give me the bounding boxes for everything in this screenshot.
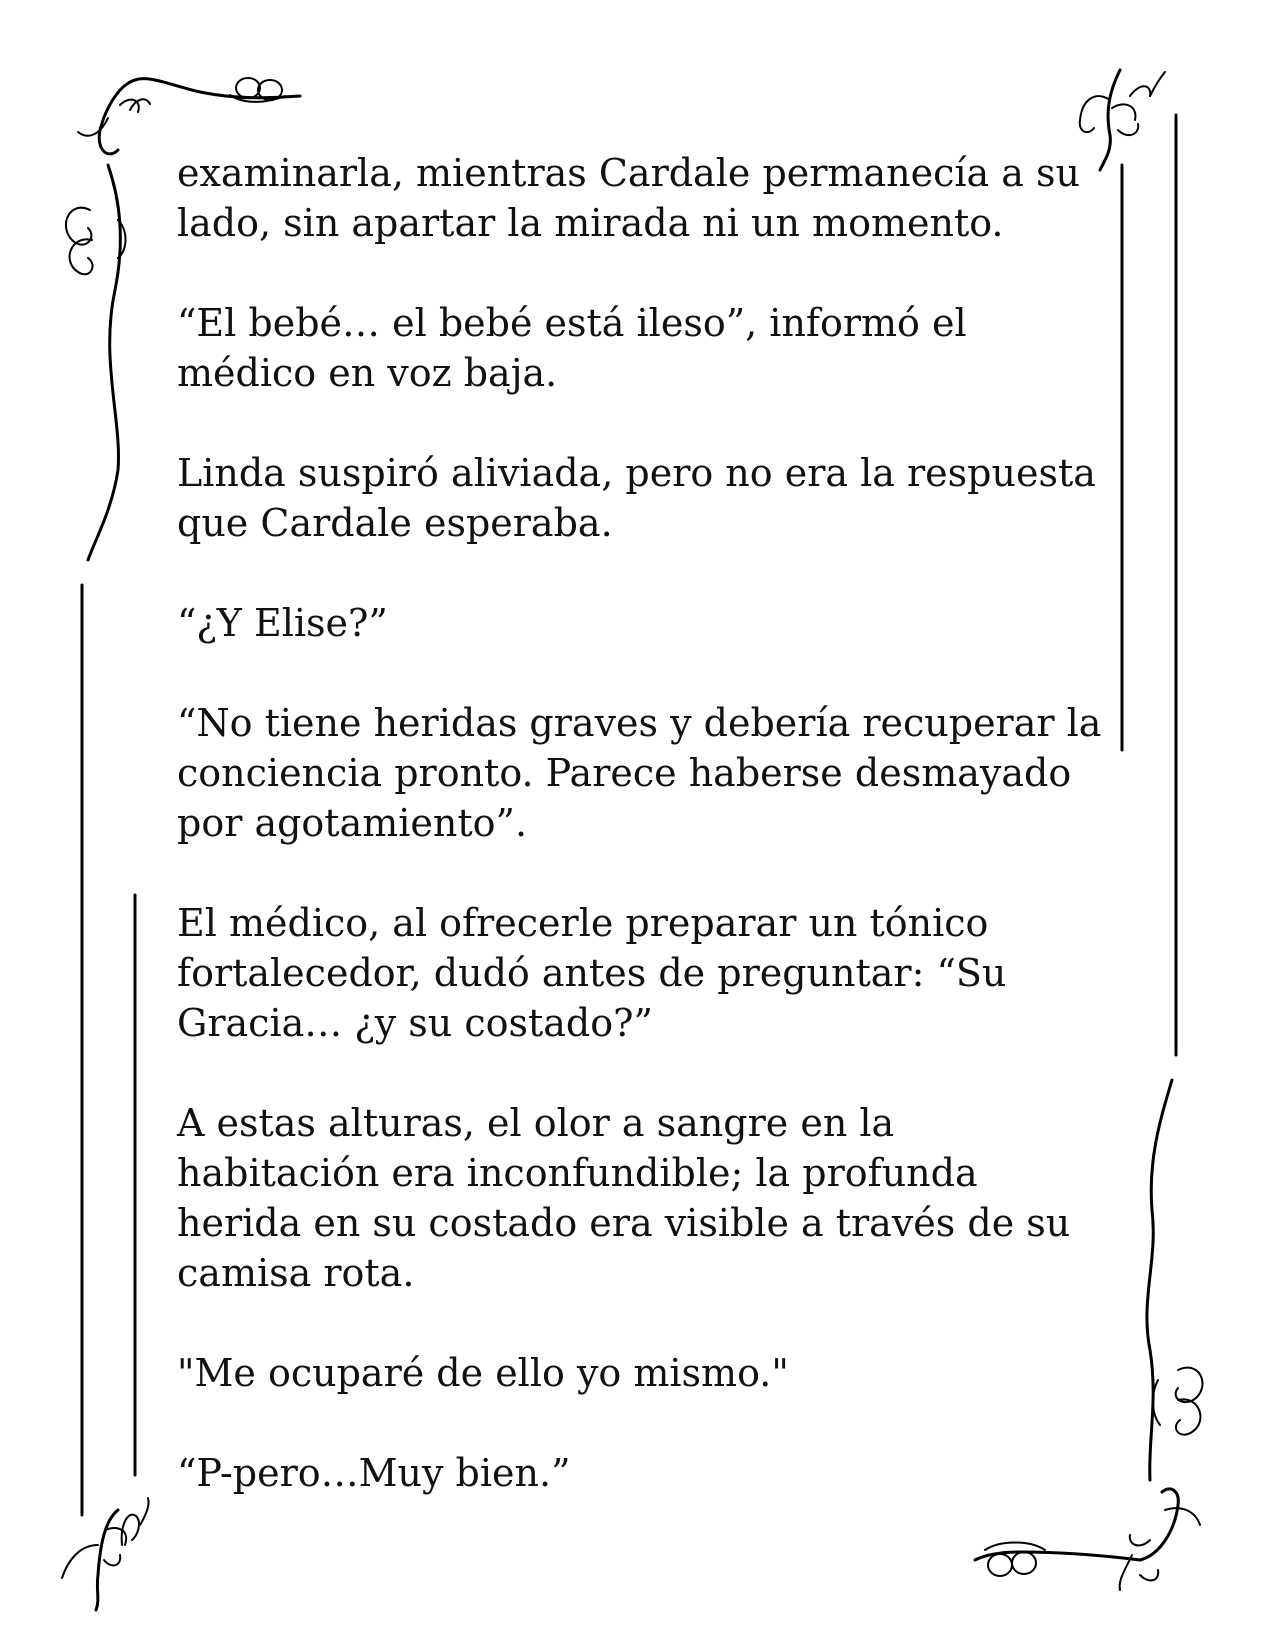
paragraph: El médico, al ofrecerle preparar un tónico fortalecedor, dudó antes de preguntar: “Su Gracia… ¿y su costado?” xyxy=(177,901,1007,1045)
right-side-swash xyxy=(1147,1080,1172,1480)
paragraph: A estas alturas, el olor a sangre en la habitación era inconfundible; la profunda herida en su costado era visible a través de su camisa rota. xyxy=(177,1101,1071,1295)
paragraph: “El bebé… el bebé está ileso”, informó el médico en voz baja. xyxy=(177,301,967,395)
paragraph: “¿Y Elise?” xyxy=(177,601,388,645)
story-text xyxy=(177,148,1107,1498)
paragraph: “P-pero…Muy bien.” xyxy=(177,1451,571,1495)
right-swirl-icon xyxy=(1153,1368,1203,1435)
paragraph: examinarla, mientras Cardale permanecía a su lado, sin apartar la mirada ni un momento. xyxy=(177,151,1080,245)
bottom-left-flourish-icon xyxy=(62,1498,149,1610)
paragraph: "Me ocuparé de ello yo mismo." xyxy=(177,1351,789,1395)
paragraph: “No tiene heridas graves y debería recuperar la conciencia pronto. Parece haberse desmayado por agotamiento”. xyxy=(177,701,1102,845)
bottom-right-flourish-icon xyxy=(975,1489,1200,1590)
paragraph: Linda suspiró aliviada, pero no era la respuesta que Cardale esperaba. xyxy=(177,451,1096,545)
